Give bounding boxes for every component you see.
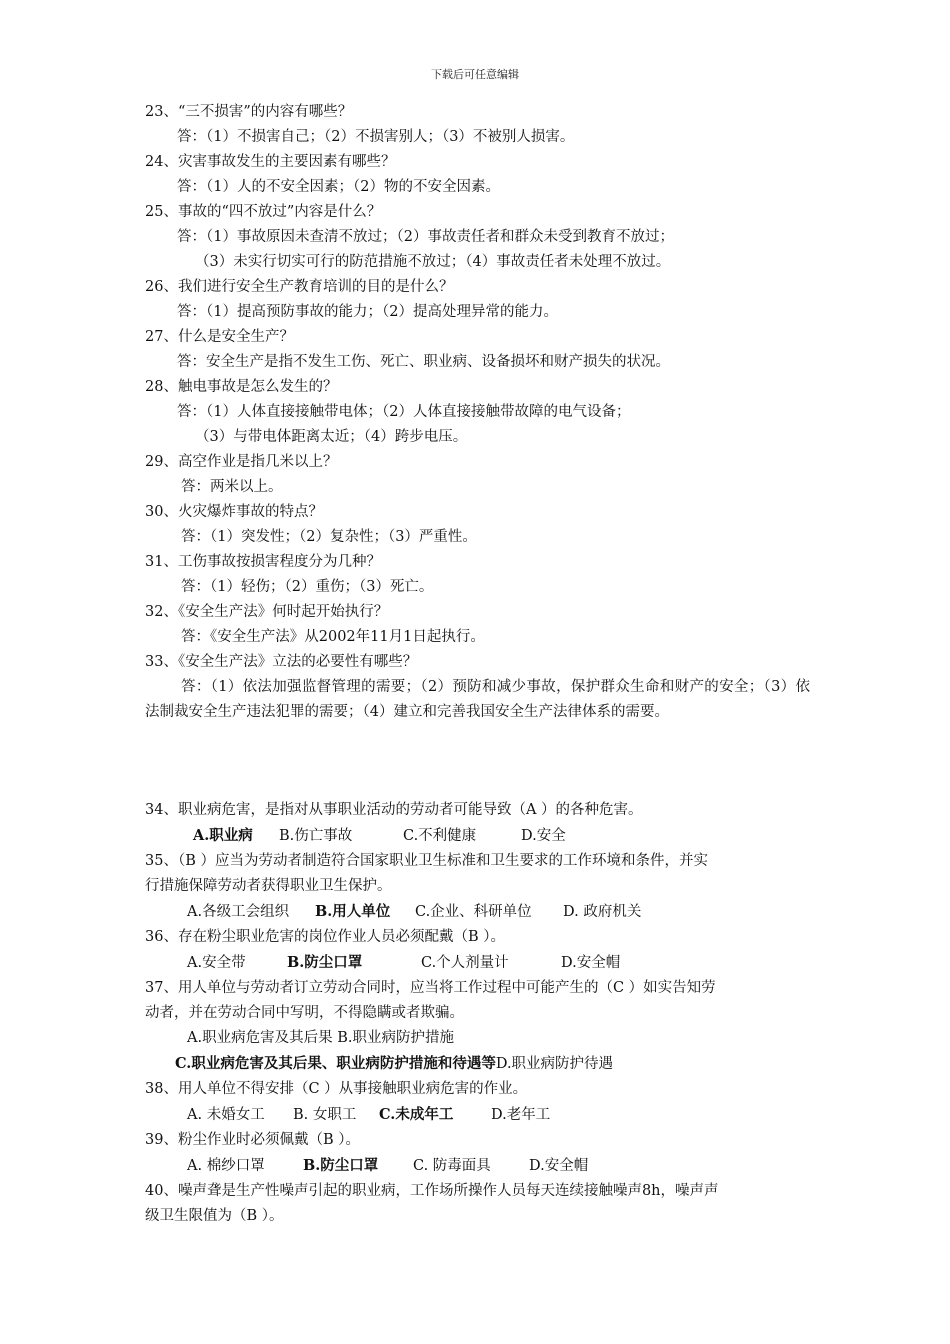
option-36-a: A.安全带 — [187, 955, 246, 971]
question-28: 28、触电事故是怎么发生的？ — [145, 379, 338, 395]
answer-25-line1: 答：（1）事故原因未查清不放过；（2）事故责任者和群众未受到教育不放过； — [177, 229, 674, 245]
answer-32: 答：《安全生产法》从2002年11月1日起执行。 — [181, 629, 485, 645]
question-35-line1: 35、（B ）应当为劳动者制造符合国家职业卫生标准和卫生要求的工作环境和条件，并实 — [145, 853, 708, 869]
option-36-b: B.防尘口罩 — [287, 954, 363, 971]
question-37-line1: 37、用人单位与劳动者订立劳动合同时，应当将工作过程中可能产生的（C ）如实告知劳 — [145, 980, 716, 996]
document-body — [145, 100, 810, 1229]
options-37-cd — [145, 1051, 810, 1077]
options-35 — [145, 899, 810, 925]
option-39-c: C. 防毒面具 — [413, 1158, 491, 1174]
options-34 — [145, 823, 810, 849]
page-header: 下载后可任意编辑 — [431, 68, 519, 81]
section-gap — [145, 725, 810, 798]
answer-33: 答：（1）依法加强监督管理的需要；（2）预防和减少事故，保护群众生命和财产的安全；（3）依法制裁安全生产违法犯罪的需要；（4）建立和完善我国安全生产法律体系的需要。 — [145, 679, 810, 720]
option-34-b: B.伤亡事故 — [279, 828, 353, 844]
answer-29: 答：两米以上。 — [181, 479, 283, 495]
options-39 — [145, 1153, 810, 1179]
option-34-d: D.安全 — [521, 828, 566, 844]
option-37-c: C.职业病危害及其后果、职业病防护措施和待遇等 — [175, 1055, 496, 1072]
answer-23: 答：（1）不损害自己；（2）不损害别人；（3）不被别人损害。 — [177, 129, 575, 145]
option-36-d: D.安全帽 — [561, 955, 621, 971]
question-33: 33、《安全生产法》立法的必要性有哪些？ — [145, 654, 418, 670]
question-36: 36、存在粉尘职业危害的岗位作业人员必须配戴（B ）。 — [145, 929, 505, 945]
question-37-line2: 动者，并在劳动合同中写明，不得隐瞒或者欺骗。 — [145, 1005, 464, 1021]
option-35-b: B.用人单位 — [315, 903, 391, 920]
option-35-a: A.各级工会组织 — [187, 904, 290, 920]
question-26: 26、我们进行安全生产教育培训的目的是什么？ — [145, 279, 454, 295]
option-38-a: A. 未婚女工 — [187, 1107, 265, 1123]
answer-28-line2: （3）与带电体距离太近；（4）跨步电压。 — [195, 429, 468, 445]
question-40-line2: 级卫生限值为（B ）。 — [145, 1208, 284, 1224]
option-39-b: B.防尘口罩 — [303, 1157, 379, 1174]
option-34-c: C.不利健康 — [403, 828, 477, 844]
question-34: 34、职业病危害，是指对从事职业活动的劳动者可能导致（A ）的各种危害。 — [145, 802, 643, 818]
answer-26: 答：（1）提高预防事故的能力；（2）提高处理异常的能力。 — [177, 304, 558, 320]
options-37-ab: A.职业病危害及其后果 B.职业病防护措施 — [187, 1030, 454, 1046]
answer-31: 答：（1）轻伤；（2）重伤；（3）死亡。 — [181, 579, 434, 595]
options-36 — [145, 950, 810, 976]
option-35-d: D. 政府机关 — [563, 904, 642, 920]
answer-25-line2: （3）未实行切实可行的防范措施不放过；（4）事故责任者未处理不放过。 — [195, 254, 671, 270]
option-35-c: C.企业、科研单位 — [415, 904, 532, 920]
question-24: 24、灾害事故发生的主要因素有哪些？ — [145, 154, 396, 170]
question-23: 23、“三不损害”的内容有哪些？ — [145, 104, 353, 120]
answer-30: 答：（1）突发性；（2）复杂性；（3）严重性。 — [181, 529, 477, 545]
question-35-line2: 行措施保障劳动者获得职业卫生保护。 — [145, 878, 392, 894]
option-39-a: A. 棉纱口罩 — [187, 1158, 265, 1174]
answer-27: 答：安全生产是指不发生工伤、死亡、职业病、设备损坏和财产损失的状况。 — [177, 354, 670, 370]
question-39: 39、粉尘作业时必须佩戴（B ）。 — [145, 1132, 360, 1148]
question-31: 31、工伤事故按损害程度分为几种？ — [145, 554, 381, 570]
question-38: 38、用人单位不得安排（C ）从事接触职业病危害的作业。 — [145, 1081, 528, 1097]
option-36-c: C.个人剂量计 — [421, 955, 509, 971]
question-30: 30、火灾爆炸事故的特点？ — [145, 504, 323, 520]
question-40-line1: 40、噪声聋是生产性噪声引起的职业病，工作场所操作人员每天连续接触噪声8h，噪声声 — [145, 1183, 719, 1199]
question-27: 27、什么是安全生产？ — [145, 329, 294, 345]
answer-28-line1: 答：（1）人体直接接触带电体；（2）人体直接接触带故障的电气设备； — [177, 404, 631, 420]
option-37-d: D.职业病防护待遇 — [495, 1056, 614, 1072]
question-25: 25、事故的“四不放过”内容是什么？ — [145, 204, 382, 220]
option-38-b: B. 女职工 — [293, 1107, 357, 1123]
option-38-c: C.未成年工 — [379, 1106, 454, 1123]
question-32: 32、《安全生产法》何时起开始执行？ — [145, 604, 389, 620]
options-38 — [145, 1102, 810, 1128]
answer-24: 答：（1）人的不安全因素；（2）物的不安全因素。 — [177, 179, 500, 195]
question-29: 29、高空作业是指几米以上？ — [145, 454, 338, 470]
option-34-a: A.职业病 — [193, 827, 253, 844]
option-39-d: D.安全帽 — [529, 1158, 589, 1174]
option-38-d: D.老年工 — [491, 1107, 551, 1123]
